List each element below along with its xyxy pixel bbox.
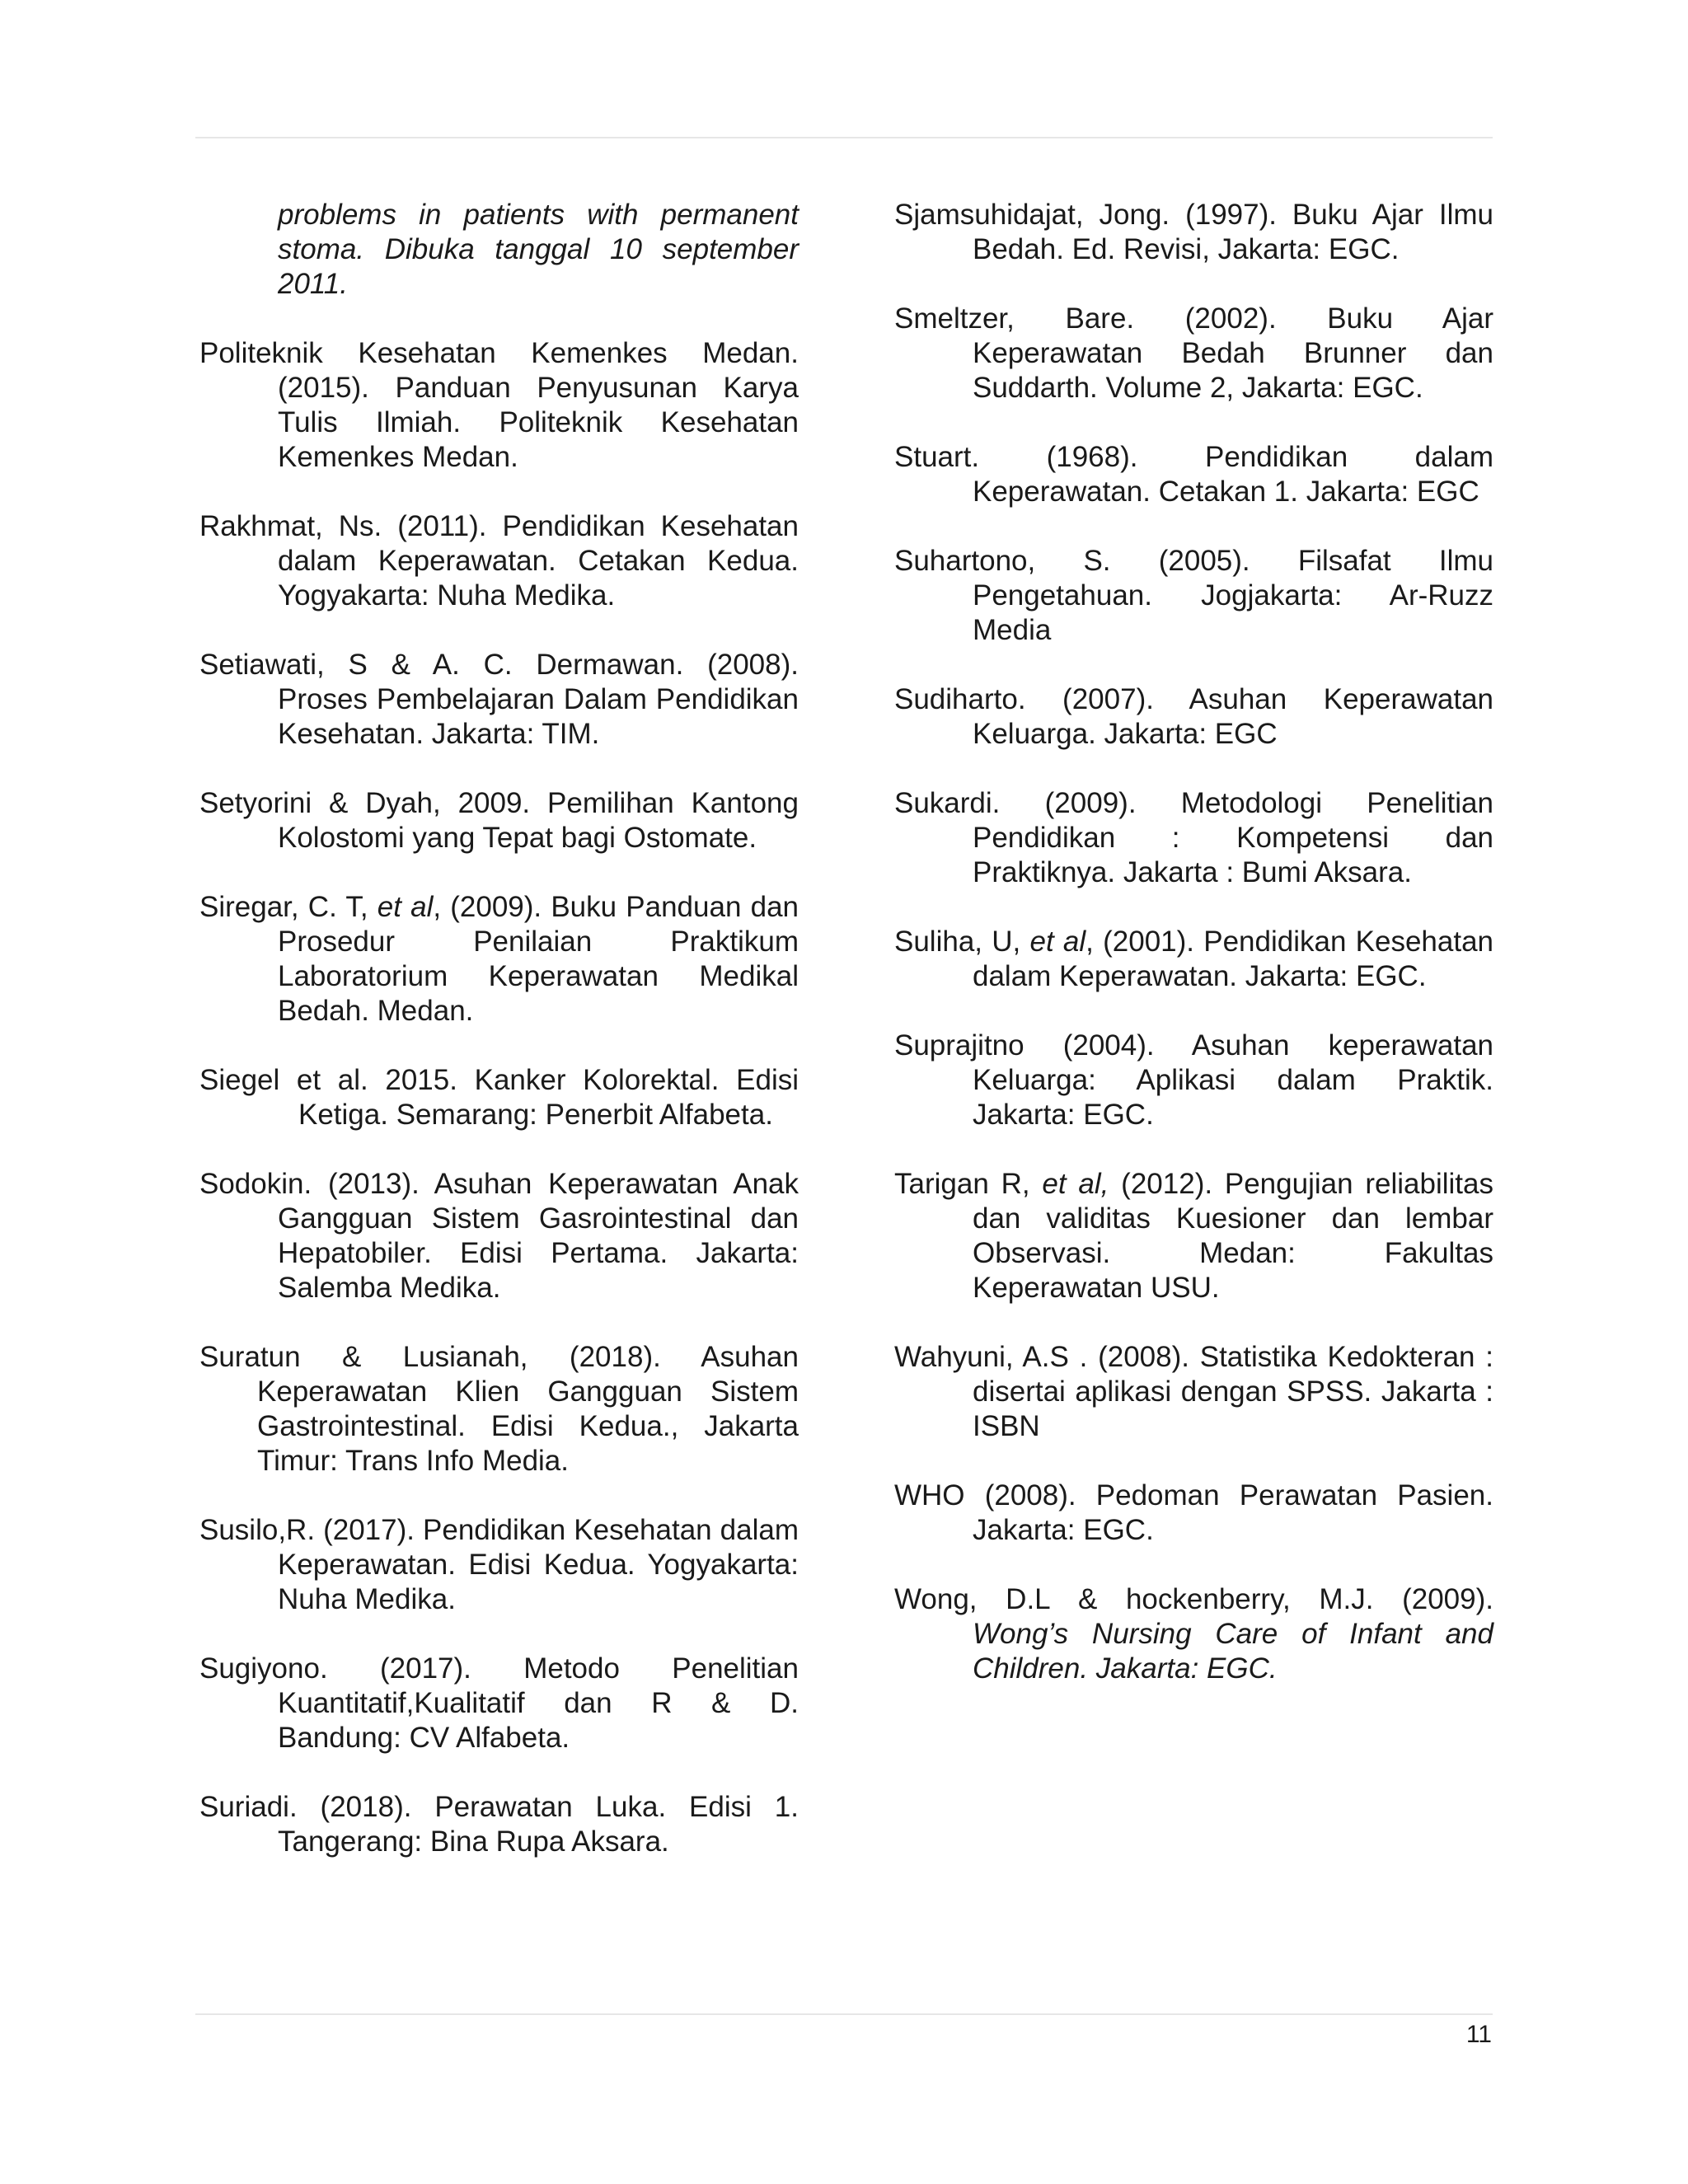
reference-entry: Wahyuni, A.S . (2008). Statistika Kedokteran : disertai aplikasi dengan SPSS. Jakarta : ISBN <box>894 1341 1493 1442</box>
reference-entry: Rakhmat, Ns. (2011). Pendidikan Kesehatan dalam Keperawatan. Cetakan Kedua. Yogyakarta: Nuha Medika. <box>199 510 799 612</box>
reference-entry: Siregar, C. T, et al, (2009). Buku Panduan dan Prosedur Penilaian Praktikum Laboratorium Keperawatan Medikal Bedah. Medan. <box>199 891 799 1027</box>
references-left-column <box>199 198 799 1894</box>
reference-entry: Siegel et al. 2015. Kanker Kolorektal. Edisi Ketiga. Semarang: Penerbit Alfabeta. <box>199 1064 799 1131</box>
reference-entry: Sjamsuhidajat, Jong. (1997). Buku Ajar Ilmu Bedah. Ed. Revisi, Jakarta: EGC. <box>894 199 1493 265</box>
reference-entry: Setyorini & Dyah, 2009. Pemilihan Kantong Kolostomi yang Tepat bagi Ostomate. <box>199 787 799 854</box>
footer-rule <box>195 2013 1493 2015</box>
reference-entry: problems in patients with permanent stoma. Dibuka tanggal 10 september 2011. <box>278 199 799 300</box>
page-number: 11 <box>1465 2021 1492 2048</box>
reference-entry: Susilo,R. (2017). Pendidikan Kesehatan dalam Keperawatan. Edisi Kedua. Yogyakarta: Nuha Medika. <box>199 1514 799 1615</box>
reference-entry: Suhartono, S. (2005). Filsafat Ilmu Pengetahuan. Jogjakarta: Ar-Ruzz Media <box>894 545 1493 646</box>
reference-entry: Sodokin. (2013). Asuhan Keperawatan Anak Gangguan Sistem Gasrointestinal dan Hepatobiler. Edisi Pertama. Jakarta: Salemba Medika. <box>199 1168 799 1304</box>
reference-entry: Sudiharto. (2007). Asuhan Keperawatan Keluarga. Jakarta: EGC <box>894 683 1493 750</box>
reference-entry: Sugiyono. (2017). Metodo Penelitian Kuantitatif,Kualitatif dan R & D. Bandung: CV Alfabeta. <box>199 1652 799 1754</box>
references-right-column <box>894 198 1493 1721</box>
reference-entry: WHO (2008). Pedoman Perawatan Pasien. Jakarta: EGC. <box>894 1479 1493 1546</box>
reference-entry: Suriadi. (2018). Perawatan Luka. Edisi 1. Tangerang: Bina Rupa Aksara. <box>199 1791 799 1858</box>
reference-entry: Wong, D.L & hockenberry, M.J. (2009). Wong’s Nursing Care of Infant and Children. Jakarta: EGC. <box>894 1583 1493 1685</box>
reference-entry: Suratun & Lusianah, (2018). Asuhan Keperawatan Klien Gangguan Sistem Gastrointestinal. Edisi Kedua., Jakarta Timur: Trans Info Media. <box>199 1341 799 1477</box>
reference-entry: Politeknik Kesehatan Kemenkes Medan. (2015). Panduan Penyusunan Karya Tulis Ilmiah. Politeknik Kesehatan Kemenkes Medan. <box>199 337 799 473</box>
reference-entry: Sukardi. (2009). Metodologi Penelitian Pendidikan : Kompetensi dan Praktiknya. Jakarta : Bumi Aksara. <box>894 787 1493 888</box>
reference-entry: Tarigan R, et al, (2012). Pengujian reliabilitas dan validitas Kuesioner dan lembar Observasi. Medan: Fakultas Keperawatan USU. <box>894 1168 1493 1304</box>
reference-entry: Smeltzer, Bare. (2002). Buku Ajar Keperawatan Bedah Brunner dan Suddarth. Volume 2, Jakarta: EGC. <box>894 302 1493 404</box>
reference-entry: Setiawati, S & A. C. Dermawan. (2008). Proses Pembelajaran Dalam Pendidikan Kesehatan. Jakarta: TIM. <box>199 649 799 750</box>
reference-entry: Suliha, U, et al, (2001). Pendidikan Kesehatan dalam Keperawatan. Jakarta: EGC. <box>894 926 1494 992</box>
reference-entry: Suprajitno (2004). Asuhan keperawatan Keluarga: Aplikasi dalam Praktik. Jakarta: EGC. <box>894 1029 1493 1131</box>
reference-entry: Stuart. (1968). Pendidikan dalam Keperawatan. Cetakan 1. Jakarta: EGC <box>894 441 1493 508</box>
header-rule <box>195 137 1493 138</box>
